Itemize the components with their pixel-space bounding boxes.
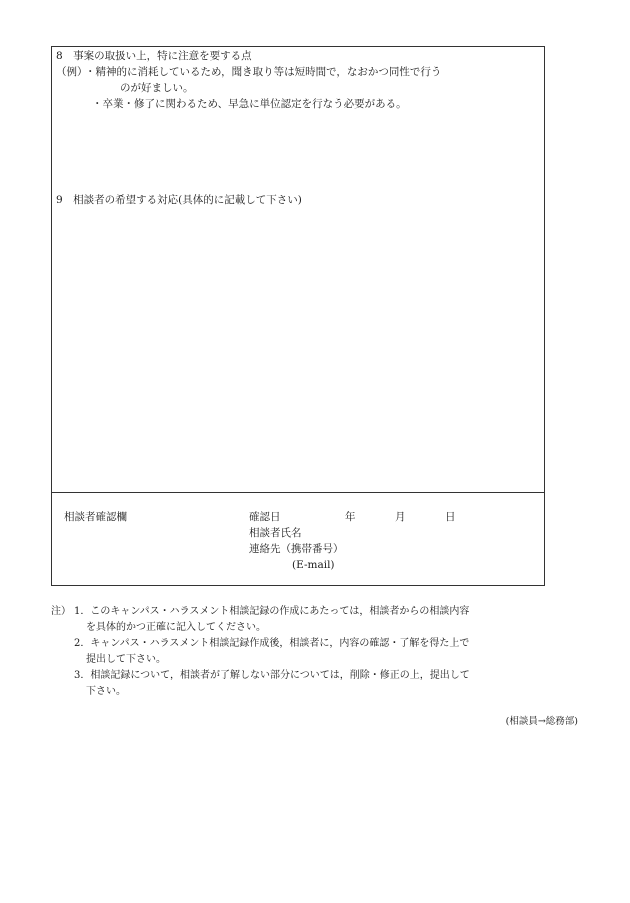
form-divider [52, 492, 544, 493]
contact-phone-label: 連絡先（携帯番号） [249, 543, 344, 555]
contact-email-label: (E-mail) [292, 559, 335, 571]
note-2: 2．キャンパス・ハラスメント相談記録作成後，相談者に，内容の確認・了解を得た上で [74, 638, 470, 649]
consultation-record-form [51, 46, 545, 586]
month-label: 月 [395, 511, 406, 523]
example-prefix: （例） [56, 66, 88, 78]
year-label: 年 [345, 511, 356, 523]
confirmation-date-label: 確認日 [249, 511, 281, 523]
note-1: 1．このキャンパス・ハラスメント相談記録の作成にあたっては，相談者からの相談内容 [74, 606, 470, 617]
note-1-cont: を具体的かつ正確に記入してください。 [86, 622, 266, 633]
note-3-cont: 下さい。 [86, 686, 126, 697]
section-8-heading: 8 事案の取扱い上，特に注意を要する点 [56, 50, 252, 62]
routing-note: (相談員→総務部) [505, 716, 578, 727]
note-3: 3．相談記録について，相談者が了解しない部分については，削除・修正の上，提出して [74, 670, 470, 681]
day-label: 日 [445, 511, 456, 523]
notes-prefix: 注） [51, 606, 71, 617]
note-2-cont: 提出して下さい。 [86, 654, 166, 665]
section-9-heading: 9 相談者の希望する対応(具体的に記載して下さい) [56, 194, 302, 206]
example-bullet-1: ・精神的に消耗しているため，聞き取り等は短時間で，なおかつ同性で行う [85, 66, 442, 78]
confirmation-label: 相談者確認欄 [64, 511, 127, 523]
consultant-name-label: 相談者氏名 [249, 527, 302, 539]
example-bullet-2: ・卒業・修了に関わるため、早急に単位認定を行なう必要がある。 [92, 98, 407, 110]
example-bullet-1-cont: のが好ましい。 [120, 82, 194, 94]
